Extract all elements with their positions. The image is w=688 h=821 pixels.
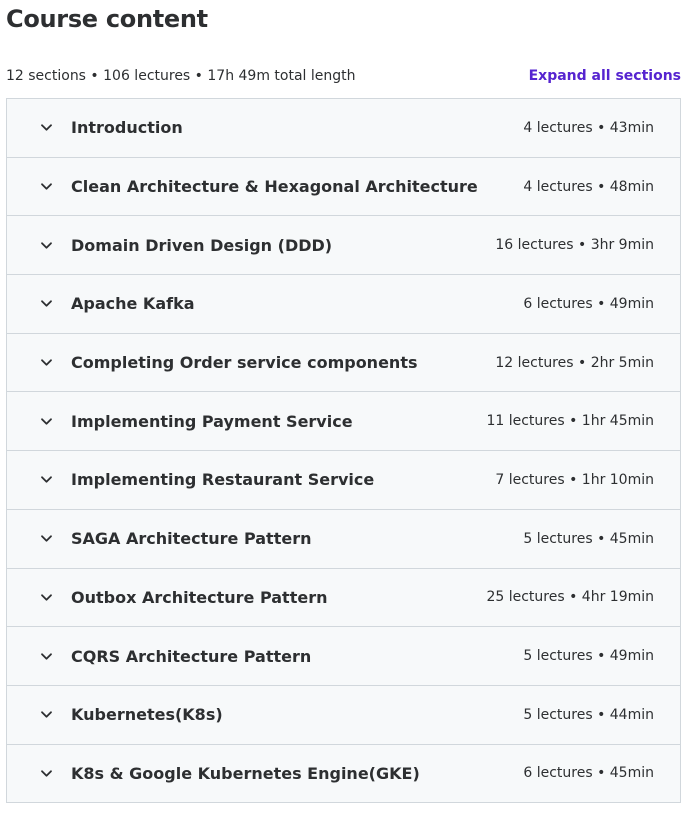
section-lecture-info: 6 lectures • 45min bbox=[523, 765, 654, 782]
chevron-down-icon bbox=[38, 296, 54, 312]
chevron-down-icon bbox=[38, 765, 54, 781]
section-title: Domain Driven Design (DDD) bbox=[71, 235, 333, 255]
section-title: Apache Kafka bbox=[71, 294, 195, 314]
section-header-5[interactable] bbox=[7, 334, 680, 393]
section-lecture-info: 16 lectures • 3hr 9min bbox=[495, 237, 654, 254]
chevron-down-icon bbox=[38, 648, 54, 664]
section-lecture-info: 6 lectures • 49min bbox=[523, 295, 654, 312]
chevron-down-icon bbox=[38, 589, 54, 605]
chevron-down-icon bbox=[38, 355, 54, 371]
course-summary: 12 sections • 106 lectures • 17h 49m total length bbox=[6, 68, 356, 84]
section-header-12[interactable] bbox=[7, 745, 680, 804]
section-header-6[interactable] bbox=[7, 392, 680, 451]
section-header-11[interactable] bbox=[7, 686, 680, 745]
section-header-7[interactable] bbox=[7, 451, 680, 510]
section-title: Kubernetes(K8s) bbox=[71, 705, 223, 725]
section-lecture-info: 5 lectures • 44min bbox=[523, 706, 654, 723]
section-header-1[interactable] bbox=[7, 99, 680, 158]
section-title: Completing Order service components bbox=[71, 353, 418, 373]
chevron-down-icon bbox=[38, 472, 54, 488]
chevron-down-icon bbox=[38, 179, 54, 195]
section-header-8[interactable] bbox=[7, 510, 680, 569]
section-title: Implementing Restaurant Service bbox=[71, 470, 375, 490]
section-title: Clean Architecture & Hexagonal Architecture bbox=[71, 177, 478, 197]
section-title: Outbox Architecture Pattern bbox=[71, 587, 328, 607]
section-lecture-info: 25 lectures • 4hr 19min bbox=[486, 589, 654, 606]
section-title: Implementing Payment Service bbox=[71, 411, 353, 431]
chevron-down-icon bbox=[38, 120, 54, 136]
section-header-4[interactable] bbox=[7, 275, 680, 334]
expand-all-sections-button[interactable]: Expand all sections bbox=[528, 68, 681, 84]
chevron-down-icon bbox=[38, 531, 54, 547]
course-summary-row bbox=[6, 64, 681, 88]
section-lecture-info: 11 lectures • 1hr 45min bbox=[486, 413, 654, 430]
section-header-9[interactable] bbox=[7, 569, 680, 628]
section-title: SAGA Architecture Pattern bbox=[71, 529, 312, 549]
section-lecture-info: 12 lectures • 2hr 5min bbox=[495, 354, 654, 371]
section-lecture-info: 4 lectures • 48min bbox=[523, 178, 654, 195]
chevron-down-icon bbox=[38, 237, 54, 253]
section-header-10[interactable] bbox=[7, 627, 680, 686]
section-lecture-info: 5 lectures • 45min bbox=[523, 530, 654, 547]
section-header-3[interactable] bbox=[7, 216, 680, 275]
section-title: CQRS Architecture Pattern bbox=[71, 646, 312, 666]
page-title: Course content bbox=[6, 5, 208, 33]
section-lecture-info: 7 lectures • 1hr 10min bbox=[495, 471, 654, 488]
chevron-down-icon bbox=[38, 707, 54, 723]
section-header-2[interactable] bbox=[7, 158, 680, 217]
section-title: Introduction bbox=[71, 118, 183, 138]
chevron-down-icon bbox=[38, 413, 54, 429]
section-list bbox=[6, 98, 681, 803]
section-lecture-info: 4 lectures • 43min bbox=[523, 119, 654, 136]
section-lecture-info: 5 lectures • 49min bbox=[523, 648, 654, 665]
section-title: K8s & Google Kubernetes Engine(GKE) bbox=[71, 763, 420, 783]
